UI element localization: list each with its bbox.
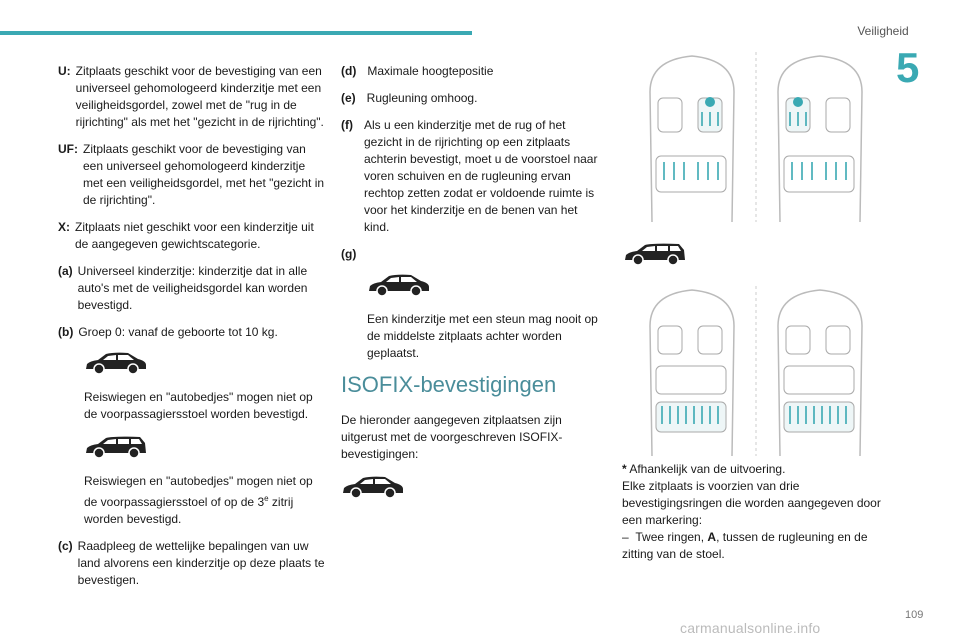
isofix-heading: ISOFIX-bevestigingen (341, 372, 557, 397)
isofix-intro: De hieronder aangegeven zitplaatsen zijn uitgerust met de voorgeschreven ISOFIX-bevestigingen: (341, 413, 563, 461)
legend-item-d (341, 63, 605, 80)
legend-key: (b) (58, 325, 74, 339)
legend-item-u (58, 63, 326, 131)
car-outline-right (778, 290, 862, 456)
legend-text: Zitplaats niet geschikt voor een kinderzitje uit de aangegeven gewichtscategorie. (75, 220, 314, 251)
legend-item-g (341, 246, 605, 263)
watermark: carmanualsonline.info (680, 620, 821, 636)
note-text-part: Reiswiegen en "autobedjes" mogen niet op de voorpassagiersstoel of op de 3 (84, 474, 313, 509)
legend-key: (e) (341, 91, 356, 105)
legend-text: Als u een kinderzitje met de rug of het gezicht in de rijrichting op een zitplaats achterin bevestigt, moet u de voorstoel naar voren schuiven en de rugleuning ervan rechtop zetten zodat er voldoende ruimte is voor het kinderzitje en de benen van het kind. (364, 118, 598, 234)
section-title: Veiligheid (857, 24, 909, 38)
legend-item-a (58, 263, 326, 314)
suv-car-icon (84, 349, 148, 377)
bullet-text: Twee ringen, (635, 530, 708, 544)
legend-text: Zitplaats geschikt voor de bevestiging van een universeel gehomologeerd kinderzitje met een veiligheidsgordel, zowel met de "rug in de rijrichting" als met het "gezicht in de rijrichting". (75, 64, 324, 129)
note-text: Een kinderzitje met een steun mag nooit op de middelste zitplaats achter worden geplaatst. (367, 312, 598, 360)
estate-car-icon (84, 433, 148, 461)
note-block-g (367, 271, 605, 362)
superscript: e (264, 494, 269, 503)
column-left (58, 63, 326, 599)
car-outline-left (650, 56, 734, 222)
legend-key: (f) (341, 118, 353, 132)
legend-text: Raadpleeg de wettelijke bepalingen van uw land alvorens een kinderzitje op deze plaats te bevestigen. (77, 539, 325, 587)
page-number: 109 (905, 609, 924, 621)
column-right-text (622, 461, 894, 563)
legend-key: (a) (58, 264, 73, 278)
legend-key: UF: (58, 142, 78, 156)
suv-car-icon (367, 271, 431, 299)
footnote-star: * (622, 462, 627, 476)
note-text: Reiswiegen en "autobedjes" mogen niet op de voorpassagiersstoel worden bevestigd. (84, 390, 313, 421)
bullet-dash: – (622, 530, 629, 544)
legend-key: X: (58, 220, 70, 234)
legend-key: (d) (341, 64, 357, 78)
suv-car-icon (341, 473, 405, 501)
column-middle (341, 63, 605, 513)
legend-text: Zitplaats geschikt voor de bevestiging van een universeel gehomologeerd kinderzitje met een veiligheidsgordel, met het "gezicht in de rijrichting". (83, 142, 325, 207)
header-accent-bar (0, 31, 472, 35)
note-text-part: zitrij worden bevestigd. (84, 495, 294, 526)
legend-key: U: (58, 64, 71, 78)
isofix-seat-diagram-bottom (640, 286, 872, 458)
estate-car-icon (622, 240, 688, 268)
legend-text: Rugleuning omhoog. (366, 91, 478, 105)
note-text (84, 473, 326, 528)
legend-text: Groep 0: vanaf de geboorte tot 10 kg. (78, 325, 278, 339)
legend-item-uf (58, 141, 326, 209)
note-block-b (84, 349, 326, 528)
footnote-text: Afhankelijk van de uitvoering. (629, 462, 786, 476)
legend-key: (g) (341, 247, 357, 261)
rings-bullet (622, 529, 894, 563)
legend-text: Universeel kinderzitje: kinderzitje dat in alle auto's met de veiligheidsgordel kan worden bevestigd. (77, 264, 308, 312)
footnote (622, 461, 894, 478)
legend-item-b (58, 324, 326, 341)
rings-description: Elke zitplaats is voorzien van drie bevestigingsringen die worden aangegeven door een markering: (622, 479, 881, 527)
legend-item-f (341, 117, 605, 236)
bullet-bold-label: A (707, 530, 717, 544)
car-outline-left (650, 290, 734, 456)
legend-item-e (341, 90, 605, 107)
legend-text: Maximale hoogtepositie (367, 64, 494, 78)
car-outline-right (778, 56, 862, 222)
legend-key: (c) (58, 539, 73, 553)
legend-item-x (58, 219, 326, 253)
isofix-seat-diagram-top (640, 52, 872, 224)
bullet-text: , tussen de rugleuning en de zitting van de stoel. (622, 530, 868, 561)
legend-item-c (58, 538, 326, 589)
chapter-number: 5 (896, 44, 920, 91)
